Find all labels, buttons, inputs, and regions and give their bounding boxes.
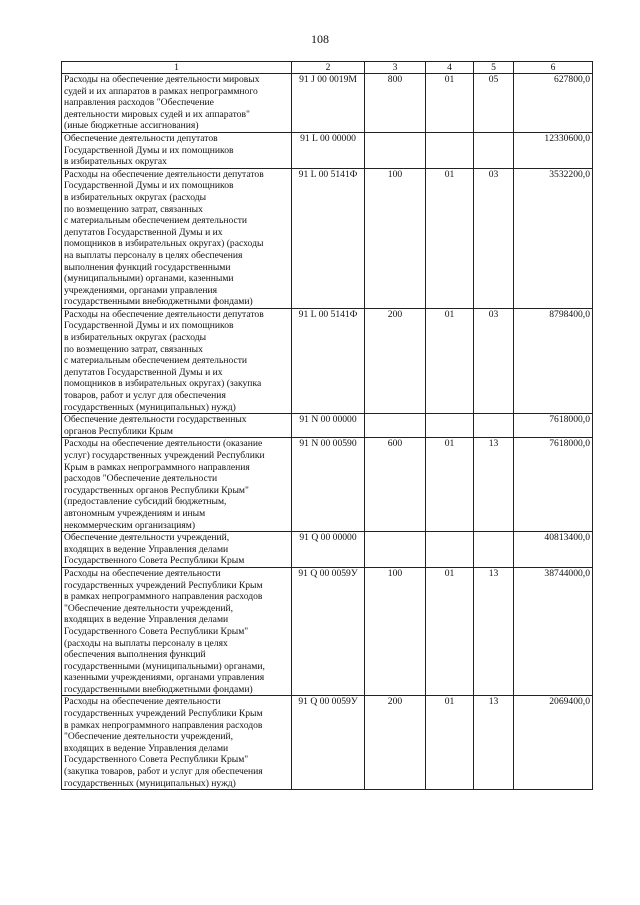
- row-subsection: 13: [474, 696, 514, 790]
- row-amount: 627800,0: [514, 74, 593, 133]
- row-description: Расходы на обеспечение деятельности депутатов Государственной Думы и их помощников в избирательных округах (расходы по возмещению затрат, связанных с материальным обеспечением деятельности депутатов Государственной Думы и их помощников в избирательных округах) (закупка товаров, работ и услуг для обеспечения государственных (муниципальных) нужд): [62, 308, 292, 413]
- row-description: Расходы на обеспечение деятельности (оказание услуг) государственных учреждений Республики Крым в рамках непрограммного направления расходов "Обеспечение деятельности государственных органов Республики Крым" (предоставление субсидий бюджетным, автономным учреждениям и иным некоммерческим организациям): [62, 438, 292, 532]
- table-row: [62, 414, 593, 438]
- table-row: [62, 532, 593, 568]
- row-description: Обеспечение деятельности учреждений, входящих в ведение Управления делами Государственного Совета Республики Крым: [62, 532, 292, 568]
- row-section: 01: [426, 74, 474, 133]
- row-description: Обеспечение деятельности депутатов Государственной Думы и их помощников в избирательных округах: [62, 132, 292, 168]
- table-row: [62, 567, 593, 696]
- table-row: [62, 438, 593, 532]
- row-amount: 7618000,0: [514, 438, 593, 532]
- row-subsection: 03: [474, 308, 514, 413]
- row-code: 91 L 00 00000: [292, 132, 365, 168]
- row-code: 91 N 00 00590: [292, 438, 365, 532]
- row-section: 01: [426, 438, 474, 532]
- row-code: 91 J 00 0019М: [292, 74, 365, 133]
- row-subsection: 13: [474, 567, 514, 696]
- row-amount: 3532200,0: [514, 168, 593, 308]
- row-amount: 38744000,0: [514, 567, 593, 696]
- row-code: 91 Q 00 00000: [292, 532, 365, 568]
- row-expense-type: 200: [365, 308, 426, 413]
- row-section: 01: [426, 696, 474, 790]
- row-section: [426, 132, 474, 168]
- row-description: Обеспечение деятельности государственных органов Республики Крым: [62, 414, 292, 438]
- column-header-3: 3: [365, 62, 426, 74]
- table-header: [62, 62, 593, 74]
- row-expense-type: 800: [365, 74, 426, 133]
- row-expense-type: 100: [365, 567, 426, 696]
- row-description: Расходы на обеспечение деятельности депутатов Государственной Думы и их помощников в избирательных округах (расходы по возмещению затрат, связанных с материальным обеспечением деятельности депутатов Государственной Думы и их помощников в избирательных округах) (расходы на выплаты персоналу в целях обеспечения выполнения функций государственными (муниципальными) органами, казенными учреждениями, органами управления государственными внебюджетными фондами): [62, 168, 292, 308]
- table-row: [62, 74, 593, 133]
- row-subsection: [474, 132, 514, 168]
- table-row: [62, 168, 593, 308]
- row-code: 91 N 00 00000: [292, 414, 365, 438]
- column-header-1: 1: [62, 62, 292, 74]
- row-subsection: [474, 414, 514, 438]
- column-header-6: 6: [514, 62, 593, 74]
- row-subsection: 13: [474, 438, 514, 532]
- row-expense-type: 600: [365, 438, 426, 532]
- column-number-row: [62, 62, 593, 74]
- row-section: 01: [426, 308, 474, 413]
- row-subsection: [474, 532, 514, 568]
- table-body: [62, 74, 593, 790]
- table-row: [62, 308, 593, 413]
- row-description: Расходы на обеспечение деятельности мировых судей и их аппаратов в рамках непрограммного направления расходов "Обеспечение деятельности мировых судей и их аппаратов" (иные бюджетные ассигнования): [62, 74, 292, 133]
- row-description: Расходы на обеспечение деятельности государственных учреждений Республики Крым в рамках непрограммного направления расходов "Обеспечение деятельности учреждений, входящих в ведение Управления делами Государственного Совета Республики Крым" (расходы на выплаты персоналу в целях обеспечения выполнения функций государственными (муниципальными) органами, казенными учреждениями, органами управления государственными внебюджетными фондами): [62, 567, 292, 696]
- row-expense-type: 200: [365, 696, 426, 790]
- row-section: [426, 414, 474, 438]
- row-expense-type: [365, 132, 426, 168]
- table-row: [62, 132, 593, 168]
- row-amount: 8798400,0: [514, 308, 593, 413]
- row-amount: 40813400,0: [514, 532, 593, 568]
- budget-table: [61, 61, 593, 790]
- column-header-2: 2: [292, 62, 365, 74]
- row-expense-type: 100: [365, 168, 426, 308]
- row-expense-type: [365, 532, 426, 568]
- page-number: 108: [311, 32, 329, 46]
- row-amount: 12330600,0: [514, 132, 593, 168]
- row-code: 91 L 00 5141Ф: [292, 308, 365, 413]
- row-code: 91 Q 00 0059У: [292, 567, 365, 696]
- table-row: [62, 696, 593, 790]
- row-section: [426, 532, 474, 568]
- row-subsection: 03: [474, 168, 514, 308]
- row-code: 91 L 00 5141Ф: [292, 168, 365, 308]
- row-code: 91 Q 00 0059У: [292, 696, 365, 790]
- row-description: Расходы на обеспечение деятельности государственных учреждений Республики Крым в рамках непрограммного направления расходов "Обеспечение деятельности учреждений, входящих в ведение Управления делами Государственного Совета Республики Крым" (закупка товаров, работ и услуг для обеспечения государственных (муниципальных) нужд): [62, 696, 292, 790]
- row-amount: 2069400,0: [514, 696, 593, 790]
- column-header-5: 5: [474, 62, 514, 74]
- row-section: 01: [426, 567, 474, 696]
- row-expense-type: [365, 414, 426, 438]
- row-subsection: 05: [474, 74, 514, 133]
- row-section: 01: [426, 168, 474, 308]
- row-amount: 7618000,0: [514, 414, 593, 438]
- column-header-4: 4: [426, 62, 474, 74]
